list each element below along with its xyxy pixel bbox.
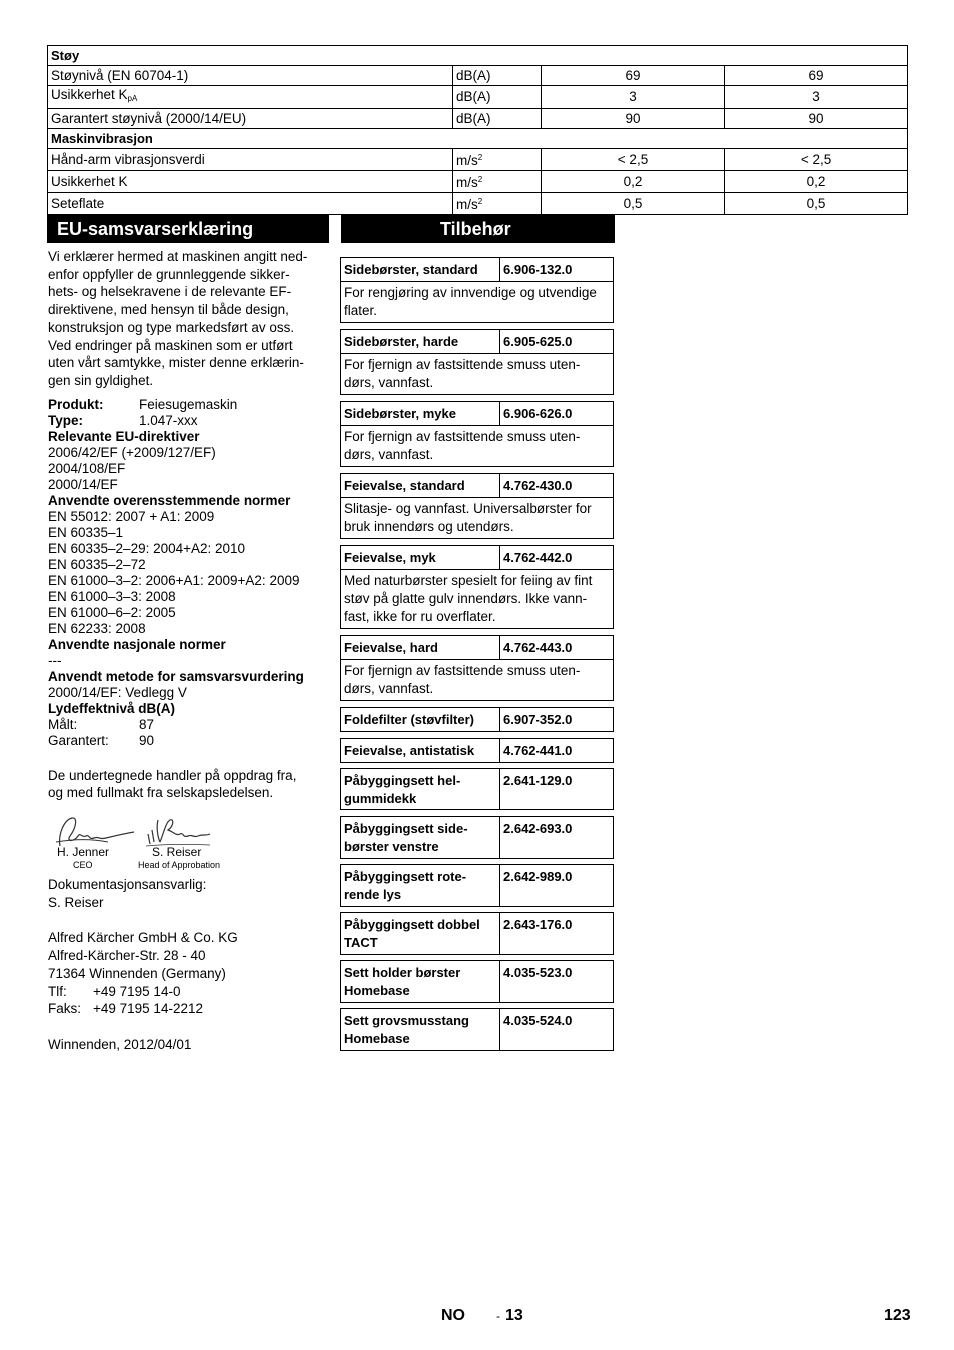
measured-value: 87 [139,716,155,732]
accessory-item [340,257,614,323]
accessory-name: Feievalse, myk [341,546,500,569]
row-unit: dB(A) [453,86,542,109]
row-unit: dB(A) [453,66,542,86]
row-unit: $m/s^2$ [453,171,542,193]
product-row [48,397,328,413]
text-line: konstruksjon og type markedsført av oss. [48,319,295,335]
row-label: Støynivå (EN 60704-1) [48,66,453,86]
phone-row [48,983,328,1001]
accessory-number: 6.906-132.0 [503,262,573,277]
signed-text: De undertegnede handler på oppdrag fra, [48,767,297,783]
table-row [48,109,908,129]
row-unit: $m/s^2$ [453,149,542,171]
sound-power-title: Lydeffektnivå dB(A) [48,700,176,716]
table-row [48,46,908,66]
text-line: gen sin gyldighet. [48,372,154,388]
accessory-description: For fjernign av fastsittende smuss uten-dørs, vannfast. [344,662,581,696]
accessory-name: Påbyggingsett hel-gummidekk [341,769,500,809]
directive-item: 2004/108/EF [48,460,126,476]
guaranteed-row [48,733,328,749]
text-line: direktivene, med hensyn til både design, [48,302,289,318]
accessory-item [340,635,614,701]
accessory-name: Feievalse, standard [341,474,500,497]
accessory-description: Med naturbørster spesielt for feiing av fint støv på glatte gulv innendørs. Ikke vann-fast, ikke for ru overflater. [344,572,593,624]
row-label: Seteflate [48,193,453,215]
accessory-number: 6.905-625.0 [503,334,573,349]
accessory-number: 4.035-524.0 [503,1013,573,1028]
accessory-number: 6.907-352.0 [503,712,573,727]
accessory-number: 6.906-626.0 [503,406,573,421]
accessory-number: 4.762-443.0 [503,640,573,655]
row-unit: $m/s^2$ [453,193,542,215]
row-value: 0,2 [725,171,908,193]
norms-title: Anvendte overensstemmende normer [48,492,291,508]
accessory-name: Sidebørster, myke [341,402,500,425]
row-value: 69 [542,66,725,86]
accessory-number: 2.642-989.0 [503,869,573,884]
accessory-item [340,816,614,859]
accessories-heading: Tilbehør [341,215,615,243]
norm-item: EN 60335–1 [48,524,124,540]
documentation-label: Dokumentasjonsansvarlig: [48,877,207,893]
accessory-number: 2.641-129.0 [503,773,573,788]
norm-item: EN 60335–2–72 [48,556,146,572]
footer-separator: - [496,1309,500,1323]
signatory-2-name: S. Reiser [152,845,202,860]
row-value: 3 [725,86,908,109]
fax-row [48,1000,328,1018]
directive-item: 2000/14/EF [48,476,118,492]
company-street: Alfred-Kärcher-Str. 28 - 40 [48,948,206,964]
accessory-name: Påbyggingsett rote-rende lys [341,865,500,906]
phone-value: +49 7195 14-0 [93,983,181,999]
accessory-item [340,545,614,629]
phone-label: Tlf: [48,983,67,999]
national-norms-value: --- [48,652,62,668]
documentation-name: S. Reiser [48,894,104,910]
table-row [48,149,908,171]
table-row [48,86,908,109]
place-date: Winnenden, 2012/04/01 [48,1036,192,1052]
row-label: Garantert støynivå (2000/14/EU) [48,109,453,129]
accessory-name: Feievalse, hard [341,636,500,659]
product-value: Feiesugemaskin [139,396,238,412]
norm-item: EN 61000–3–2: 2006+A1: 2009+A2: 2009 [48,572,300,588]
accessory-item [340,1008,614,1051]
method-value: 2000/14/EF: Vedlegg V [48,684,187,700]
accessory-name: Påbyggingsett dobbel TACT [341,913,500,954]
accessory-description: For fjernign av fastsittende smuss uten-dørs, vannfast. [344,356,581,390]
accessory-item [340,473,614,539]
accessory-name: Sett grovsmusstang Homebase [341,1009,500,1050]
measured-label: Målt: [48,716,78,732]
signatures [48,812,328,876]
directive-item: 2006/42/EF (+2009/127/EF) [48,444,216,460]
row-unit: dB(A) [453,109,542,129]
table-row [48,66,908,86]
vibration-section-header: Maskinvibrasjon [48,129,908,149]
fax-label: Faks: [48,1001,82,1017]
accessory-item [340,329,614,395]
section-page-number: 13 [505,1307,523,1324]
language-code: NO [441,1307,465,1324]
row-value: 0,2 [542,171,725,193]
text-line: Ved endringer på maskinen som er utført [48,337,293,353]
norm-item: EN 55012: 2007 + A1: 2009 [48,508,215,524]
eu-declaration [48,248,328,1054]
row-label: Hånd-arm vibrasjonsverdi [48,149,453,171]
accessory-name: Sidebørster, standard [341,258,500,281]
accessory-number: 4.762-441.0 [503,743,573,758]
row-label: Usikkerhet $K_{pA}$ [48,86,453,109]
company-name: Alfred Kärcher GmbH & Co. KG [48,930,238,946]
signatory-1-role: CEO [73,860,93,871]
accessory-name: Sidebørster, harde [341,330,500,353]
signed-text: og med fullmakt fra selskapsledelsen. [48,785,274,801]
table-row [48,171,908,193]
row-value: 3 [542,86,725,109]
accessory-name: Foldefilter (støvfilter) [341,708,500,731]
table-row [48,129,908,149]
row-value: 0,5 [542,193,725,215]
row-value: < 2,5 [725,149,908,171]
measured-row [48,717,328,733]
signatory-2-role: Head of Approbation [138,860,221,871]
directives-title: Relevante EU-direktiver [48,428,200,444]
accessory-description: For rengjøring av innvendige og utvendige flater. [344,284,597,318]
row-value: 90 [725,109,908,129]
type-value: 1.047-xxx [139,412,198,428]
row-value: 0,5 [725,193,908,215]
row-label: Usikkerhet K [48,171,453,193]
guaranteed-label: Garantert: [48,732,109,748]
accessory-description: Slitasje- og vannfast. Universalbørster for bruk innendørs og utendørs. [344,500,592,534]
signatory-1-name: H. Jenner [57,845,110,860]
declaration-intro [48,248,328,390]
accessory-name: Feievalse, antistatisk [341,739,500,762]
accessory-number: 4.762-430.0 [503,478,573,493]
text-line: Vi erklærer hermed at maskinen angitt ned- [48,249,308,264]
accessory-item [340,864,614,907]
row-value: < 2,5 [542,149,725,171]
noise-section-header: Støy [48,46,908,66]
norm-item: EN 62233: 2008 [48,620,146,636]
accessory-item [340,768,614,810]
text-line: uten vårt samtykke, mister denne erklærin- [48,355,304,371]
text-line: hets- og helsekravene i de relevante EF- [48,284,292,300]
row-value: 90 [542,109,725,129]
national-norms-title: Anvendte nasjonale normer [48,636,226,652]
type-row [48,413,328,429]
type-label: Type: [48,412,84,428]
eu-declaration-heading: EU-samsvarserklæring [47,215,329,243]
row-value: 69 [725,66,908,86]
accessory-item [340,960,614,1003]
table-row [48,193,908,215]
accessory-item [340,738,614,763]
accessory-number: 2.642-693.0 [503,821,573,836]
technical-data-table [47,45,908,215]
accessory-name: Påbyggingsett side-børster venstre [341,817,500,858]
accessory-number: 4.035-523.0 [503,965,573,980]
accessory-number: 4.762-442.0 [503,550,573,565]
accessory-item [340,707,614,732]
accessory-name: Sett holder børster Homebase [341,961,500,1002]
norm-item: EN 61000–6–2: 2005 [48,604,176,620]
company-city: 71364 Winnenden (Germany) [48,965,226,981]
page-number: 123 [884,1307,911,1324]
product-label: Produkt: [48,396,104,412]
accessory-item [340,401,614,467]
text-line: enfor oppfyller de grunnleggende sikker- [48,266,290,282]
guaranteed-value: 90 [139,732,155,748]
method-title: Anvendt metode for samsvarsvurdering [48,668,304,684]
norm-item: EN 61000–3–3: 2008 [48,588,176,604]
accessory-description: For fjernign av fastsittende smuss uten-dørs, vannfast. [344,428,581,462]
accessory-number: 2.643-176.0 [503,917,573,932]
norm-item: EN 60335–2–29: 2004+A2: 2010 [48,540,246,556]
fax-value: +49 7195 14-2212 [93,1001,203,1017]
accessory-item [340,912,614,955]
